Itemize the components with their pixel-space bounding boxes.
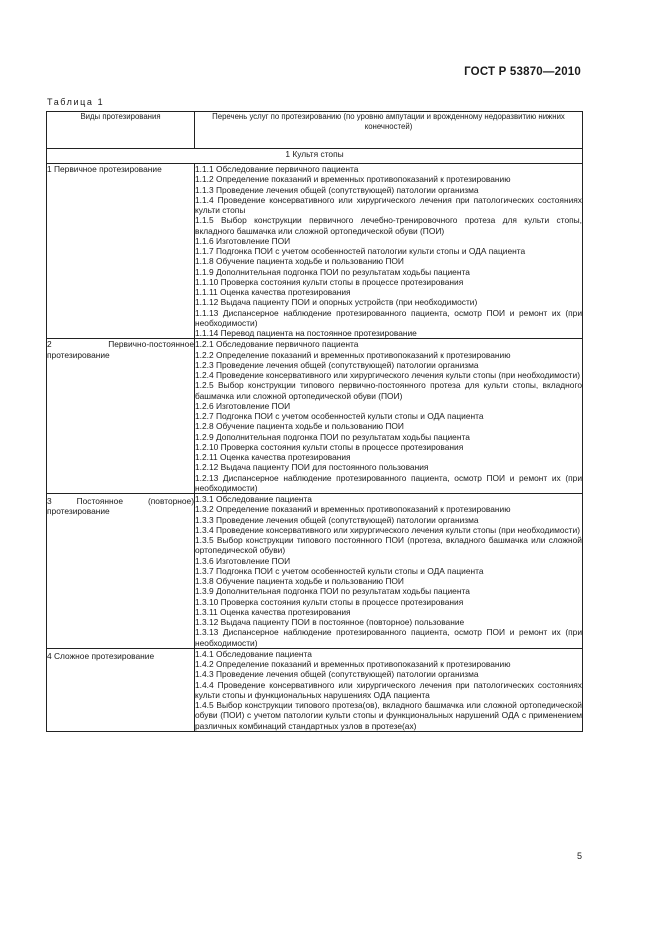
service-item: 1.2.3 Проведение лечения общей (сопутствующей) патологии организма [195, 359, 479, 370]
service-item: 1.4.3 Проведение лечения общей (сопутствующей) патологии организма [195, 669, 479, 680]
document-code: ГОСТ Р 53870—2010 [464, 66, 581, 78]
service-item: 1.2.13 Диспансерное наблюдение протезированного пациента, осмотр ПОИ и ремонт их (при необходимости) [195, 472, 582, 493]
service-item: 1.3.7 Подгонка ПОИ с учетом особенностей культи стопы и ОДА пациента [195, 565, 484, 576]
service-item: 1.2.7 Подгонка ПОИ с учетом особенностей культи стопы и ОДА пациента [195, 411, 484, 421]
service-item: 1.1.2 Определение показаний и временных противопоказаний к протезированию [195, 174, 511, 185]
service-item: 1.4.1 Обследование пациента [195, 648, 312, 659]
service-item: 1.2.5 Выбор конструкции типового первично-постоянного протеза для культи стопы, вкладного башмачка или сложной ортопедической обуви (ПОИ) [195, 380, 582, 401]
section-row [47, 149, 583, 164]
service-item: 1.1.3 Проведение лечения общей (сопутствующей) патологии организма [195, 184, 479, 195]
service-item: 1.1.4 Проведение консервативного или хирургического лечения при патологических состояниях культи стопы [195, 194, 582, 215]
service-item: 1.3.9 Дополнительная подгонка ПОИ по результатам ходьбы пациента [195, 586, 470, 597]
service-item: 1.3.8 Обучение пациента ходьбе и пользованию ПОИ [195, 576, 404, 586]
table-row [47, 648, 583, 731]
services-list-cell [195, 648, 583, 731]
service-item: 1.2.12 Выдача пациенту ПОИ для постоянного пользования [195, 462, 429, 473]
service-item: 1.3.6 Изготовление ПОИ [195, 555, 291, 566]
column-header-prosthetics-type: Виды протезирования [47, 112, 195, 149]
service-item: 1.1.9 Дополнительная подгонка ПОИ по результатам ходьбы пациента [195, 266, 470, 277]
service-item: 1.3.1 Обследование пациента [195, 494, 312, 504]
service-item: 1.1.11 Оценка качества протезирования [195, 287, 351, 297]
service-item: 1.1.8 Обучение пациента ходьбе и пользованию ПОИ [195, 256, 404, 267]
prosthetics-type-cell: 3 Постоянное (повторное) протезирование [47, 494, 195, 649]
service-item: 1.3.12 Выдача пациенту ПОИ в постоянное (повторное) пользование [195, 617, 465, 627]
table-row [47, 339, 583, 494]
service-item: 1.1.14 Перевод пациента на постоянное протезирование [195, 328, 417, 338]
prosthetics-type-cell: 4 Сложное протезирование [47, 648, 195, 731]
service-item: 1.2.6 Изготовление ПОИ [195, 400, 291, 411]
service-item: 1.3.11 Оценка качества протезирования [195, 606, 351, 617]
prosthetics-type-cell: 1 Первичное протезирование [47, 164, 195, 339]
service-item: 1.3.2 Определение показаний и временных противопоказаний к протезированию [195, 504, 511, 515]
service-item: 1.4.4 Проведение консервативного или хирургического лечения при патологических состояниях культи стопы и функциональных нарушениях ОДА пациента [195, 679, 582, 700]
service-item: 1.2.11 Оценка качества протезирования [195, 452, 351, 462]
prosthetics-type-cell: 2 Первично-постоянное протезирование [47, 339, 195, 494]
service-item: 1.2.1 Обследование первичного пациента [195, 339, 359, 350]
table-header-row [47, 112, 583, 149]
service-item: 1.4.2 Определение показаний и временных противопоказаний к протезированию [195, 659, 511, 669]
service-item: 1.1.12 Выдача пациенту ПОИ и опорных устройств (при необходимости) [195, 297, 478, 308]
service-item: 1.2.2 Определение показаний и временных противопоказаний к протезированию [195, 349, 511, 360]
page-number: 5 [576, 851, 582, 861]
service-item: 1.1.1 Обследование первичного пациента [195, 164, 359, 174]
service-item: 1.3.13 Диспансерное наблюдение протезированного пациента, осмотр ПОИ и ремонт их (при необходимости) [195, 627, 582, 648]
service-item: 1.1.5 Выбор конструкции первичного лечебно-тренировочного протеза для культи стопы, вкладного башмачка или сложной ортопедической обуви (ПОИ) [195, 215, 582, 236]
table-row [47, 164, 583, 339]
service-item: 1.1.13 Диспансерное наблюдение протезированного пациента, осмотр ПОИ и ремонт их (при необходимости) [195, 307, 582, 328]
service-item: 1.2.10 Проверка состояния культи стопы в процессе протезирования [195, 441, 464, 452]
service-item: 1.3.10 Проверка состояния культи стопы в процессе протезирования [195, 596, 464, 607]
service-item: 1.3.4 Проведение консервативного или хирургического лечения культи стопы (при необходимости) [195, 524, 580, 535]
services-list-cell [195, 494, 583, 649]
section-title: 1 Культя стопы [47, 149, 583, 164]
table-caption: Таблица 1 [47, 97, 105, 107]
column-header-services-list: Перечень услуг по протезированию (по уровню ампутации и врожденному недоразвитию нижних конечностей) [195, 112, 583, 149]
service-item: 1.1.6 Изготовление ПОИ [195, 235, 291, 246]
service-item: 1.3.3 Проведение лечения общей (сопутствующей) патологии организма [195, 514, 479, 525]
service-item: 1.2.9 Дополнительная подгонка ПОИ по результатам ходьбы пациента [195, 431, 470, 442]
services-table [46, 111, 583, 732]
table-row [47, 494, 583, 649]
service-item: 1.3.5 Выбор конструкции типового постоянного ПОИ (протеза, вкладного башмачка или сложной ортопедической обуви) [195, 535, 582, 556]
service-item: 1.2.4 Проведение консервативного или хирургического лечения культи стопы (при необходимости) [195, 370, 580, 380]
service-item: 1.1.7 Подгонка ПОИ с учетом особенностей патологии культи стопы и ОДА пациента [195, 246, 526, 256]
service-item: 1.4.5 Выбор конструкции типового протеза(ов), вкладного башмачка или сложной ортопедической обуви (ПОИ) с учетом патологии культи стопы и функциональных нарушений ОДА с применением различных комбинаций стандартных узлов в протезе(ах) [195, 700, 582, 731]
service-item: 1.2.8 Обучение пациента ходьбе и пользованию ПОИ [195, 421, 404, 432]
services-list-cell [195, 339, 583, 494]
services-list-cell [195, 164, 583, 339]
service-item: 1.1.10 Проверка состояния культи стопы в процессе протезирования [195, 276, 464, 287]
